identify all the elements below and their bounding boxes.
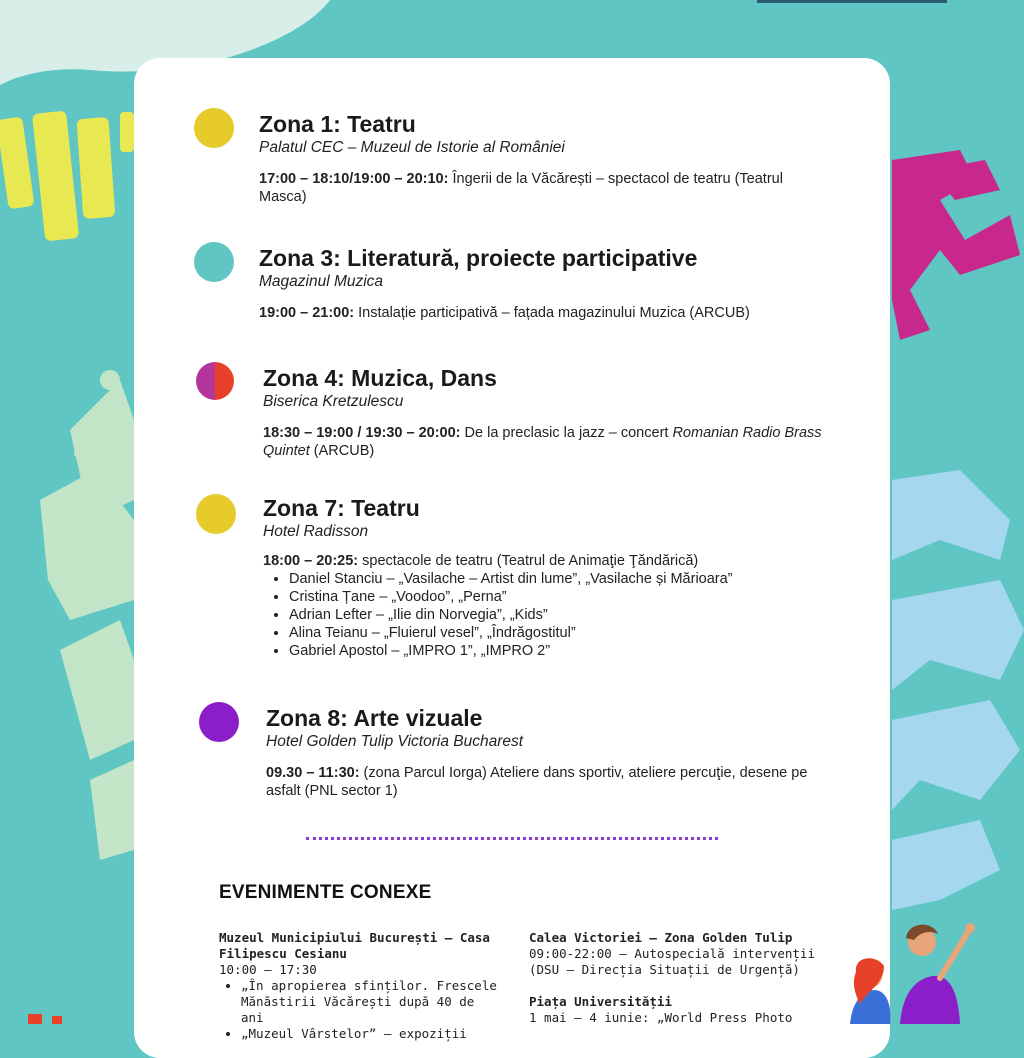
list-item: • „Muzeul Vârstelor” – expoziții <box>241 1026 504 1042</box>
zone-time: 19:00 – 21:00: <box>259 305 355 321</box>
events-right-column <box>529 930 829 1026</box>
event-heading: Calea Victoriei – Zona Golden Tulip <box>529 930 793 945</box>
zone-description: 09.30 – 11:30: (zona Parcul Iorga) Ateliere dans sportiv, ateliere percuţie, desene pe asfalt (PNL sector 1) <box>266 765 808 799</box>
zone-title: Zona 4: Muzica, Dans <box>263 365 497 391</box>
zone-location: Biserica Kretzulescu <box>263 393 404 410</box>
zone-time: 18:30 – 19:00 / 19:30 – 20:00: <box>263 425 461 441</box>
event-heading: Piața Universității <box>529 994 672 1009</box>
zone-description: 18:00 – 20:25: spectacole de teatru (Teatrul de Animaţie Ţăndărică) <box>263 553 699 569</box>
magenta-brush-pattern <box>892 150 1020 340</box>
zone-location: Hotel Radisson <box>263 523 369 540</box>
list-item: • „În apropierea sfinților. Frescele Mănăstirii Văcărești după 40 de ani <box>241 978 504 1026</box>
zone-description: 18:30 – 19:00 / 19:30 – 20:00: De la preclasic la jazz – concert Romanian Radio Brass Quintet (ARCUB) <box>263 425 822 459</box>
event-text: 1 mai – 4 iunie: „World Press Photo <box>529 1010 793 1025</box>
dotted-separator <box>306 837 718 840</box>
yellow-dot-icon <box>194 108 234 148</box>
zone-time: 09.30 – 11:30: <box>266 765 360 781</box>
zone-time: 17:00 – 18:10/19:00 – 20:10: <box>259 171 449 187</box>
zone-title: Zona 3: Literatură, proiecte participative <box>259 245 698 271</box>
zone-title: Zona 8: Arte vizuale <box>266 705 483 731</box>
zone-time: 18:00 – 20:25: <box>263 553 359 569</box>
events-title: EVENIMENTE CONEXE <box>219 882 432 903</box>
zone-location: Magazinul Muzica <box>259 273 384 290</box>
pale-green-brush-pattern <box>40 370 134 860</box>
event-text: 09:00-22:00 – Autospecială intervenții (DSU – Direcția Situații de Urgență) <box>529 946 815 977</box>
zone-location: Hotel Golden Tulip Victoria Bucharest <box>266 733 524 750</box>
events-left-column <box>219 930 504 1042</box>
zone-title: Zona 7: Teatru <box>263 495 420 521</box>
dancers-illustration <box>840 918 1024 1024</box>
zone-title: Zona 1: Teatru <box>259 111 416 137</box>
event-heading: Muzeul Municipiului București – Casa Filipescu Cesianu <box>219 930 490 961</box>
zone-location: Palatul CEC – Muzeul de Istorie al României <box>259 139 565 156</box>
light-blue-brush-pattern <box>892 470 1024 910</box>
zone-description: 17:00 – 18:10/19:00 – 20:10: Îngerii de la Văcărești – spectacol de teatru (Teatrul Masca) <box>259 171 783 205</box>
half-magenta-red-dot-icon <box>196 362 234 400</box>
purple-dot-icon <box>199 702 239 742</box>
performance-list <box>263 570 863 660</box>
event-time: 10:00 – 17:30 <box>219 962 317 977</box>
yellow-dot-icon <box>196 494 236 534</box>
list-item: • Alina Teianu – „Fluierul vesel”, „Îndrăgostitul” <box>289 624 863 642</box>
yellow-brush-pattern <box>0 111 134 242</box>
list-item: • Cristina Țane – „Voodoo”, „Perna” <box>289 588 863 606</box>
top-bar-decoration <box>757 0 947 3</box>
teal-dot-icon <box>194 242 234 282</box>
list-item: • Gabriel Apostol – „IMPRO 1”, „IMPRO 2” <box>289 642 863 660</box>
list-item: • Daniel Stanciu – „Vasilache – Artist din lume”, „Vasilache și Mărioara” <box>289 570 863 588</box>
list-item: • Adrian Lefter – „Ilie din Norvegia”, „Kids” <box>289 606 863 624</box>
event-list <box>219 978 504 1042</box>
zone-description: 19:00 – 21:00: Instalație participativă – fațada magazinului Muzica (ARCUB) <box>259 305 750 321</box>
red-brush-pattern <box>28 1014 62 1024</box>
